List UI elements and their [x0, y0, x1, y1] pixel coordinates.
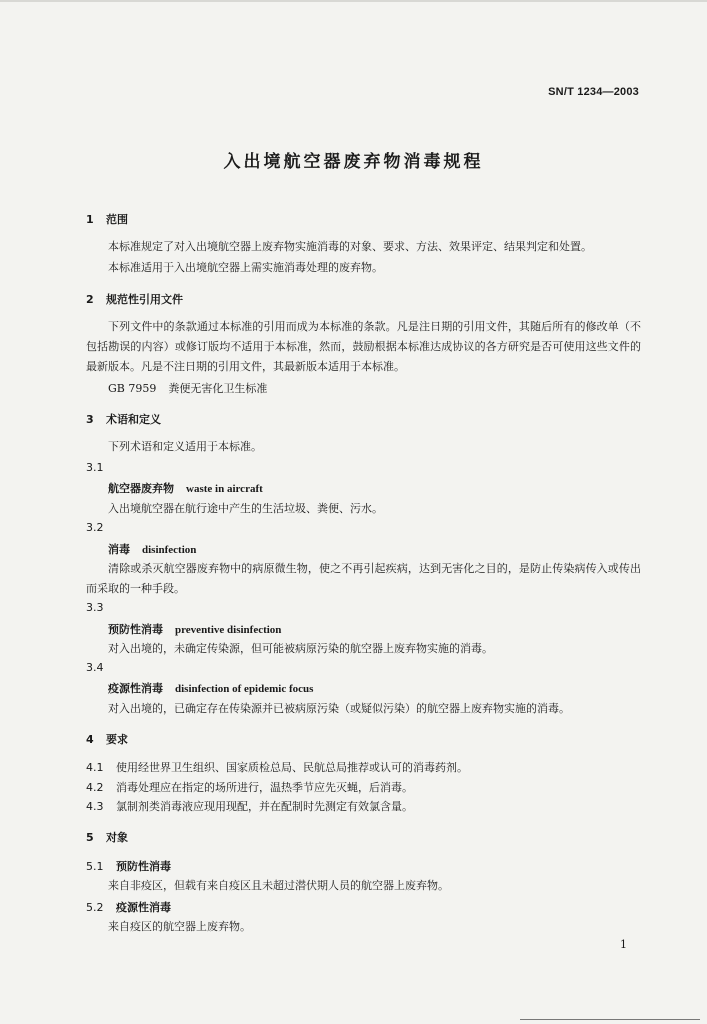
normative-reference: GB 7959 粪便无害化卫生标准 — [108, 382, 268, 395]
standard-number: SN/T 1234—2003 — [548, 86, 639, 98]
scan-bottom-edge — [520, 1019, 700, 1020]
section-heading-3: 3 术语和定义 — [86, 413, 161, 426]
subclause-text: 来自非疫区，但载有来自疫区且未超过潜伏期人员的航空器上废弃物。 — [108, 879, 449, 892]
term-heading: 预防性消毒 preventive disinfection — [108, 623, 282, 636]
requirement-item: 4.1 使用经世界卫生组织、国家质检总局、民航总局推荐或认可的消毒药剂。 — [86, 761, 468, 774]
term-heading: 消毒 disinfection — [108, 543, 197, 556]
document-title: 入出境航空器废弃物消毒规程 — [223, 152, 484, 172]
subclause-text: 来自疫区的航空器上废弃物。 — [108, 920, 251, 933]
clause-number: 3.4 — [86, 661, 104, 674]
subclause-heading: 5.1 预防性消毒 — [86, 860, 171, 873]
clause-number: 3.3 — [86, 601, 104, 614]
section-1-paragraph-1: 本标准规定了对入出境航空器上废弃物实施消毒的对象、要求、方法、效果评定、结果判定和处置。 — [108, 240, 592, 253]
requirement-item: 4.3 氯制剂类消毒液应现用现配，并在配制时先测定有效氯含量。 — [86, 800, 413, 813]
section-2-paragraph: 下列文件中的条款通过本标准的引用而成为本标准的条款。凡是注日期的引用文件，其随后所有的修改单（不包括勘误的内容）或修订版均不适用于本标准，然而，鼓励根据本标准达成协议的各方研究是否可使用这些文件的最新版本。凡是不注日期的引用文件，其最新版本适用于本标准。 — [86, 320, 641, 373]
clause-number: 3.1 — [86, 461, 104, 474]
subclause-heading: 5.2 疫源性消毒 — [86, 901, 171, 914]
term-definition: 对入出境的，未确定传染源，但可能被病原污染的航空器上废弃物实施的消毒。 — [108, 642, 493, 655]
section-heading-4: 4 要求 — [86, 733, 128, 746]
section-heading-2: 2 规范性引用文件 — [86, 293, 183, 306]
term-definition: 对入出境的，已确定存在传染源并已被病原污染（或疑似污染）的航空器上废弃物实施的消毒。 — [108, 702, 570, 715]
scan-edge — [0, 0, 707, 2]
section-1-paragraph-2: 本标准适用于入出境航空器上需实施消毒处理的废弃物。 — [108, 261, 383, 274]
clause-number: 3.2 — [86, 521, 104, 534]
page-number: 1 — [620, 938, 627, 951]
term-heading: 航空器废弃物 waste in aircraft — [108, 482, 263, 495]
section-3-intro: 下列术语和定义适用于本标准。 — [108, 440, 262, 453]
section-heading-5: 5 对象 — [86, 831, 128, 844]
term-heading: 疫源性消毒 disinfection of epidemic focus — [108, 682, 314, 695]
term-definition: 清除或杀灭航空器废弃物中的病原微生物，使之不再引起疾病，达到无害化之目的，是防止传染病传入或传出而采取的一种手段。 — [86, 562, 641, 595]
term-definition: 入出境航空器在航行途中产生的生活垃圾、粪便、污水。 — [108, 502, 383, 515]
section-heading-1: 1 范围 — [86, 213, 128, 226]
requirement-item: 4.2 消毒处理应在指定的场所进行，温热季节应先灭蝇，后消毒。 — [86, 781, 413, 794]
